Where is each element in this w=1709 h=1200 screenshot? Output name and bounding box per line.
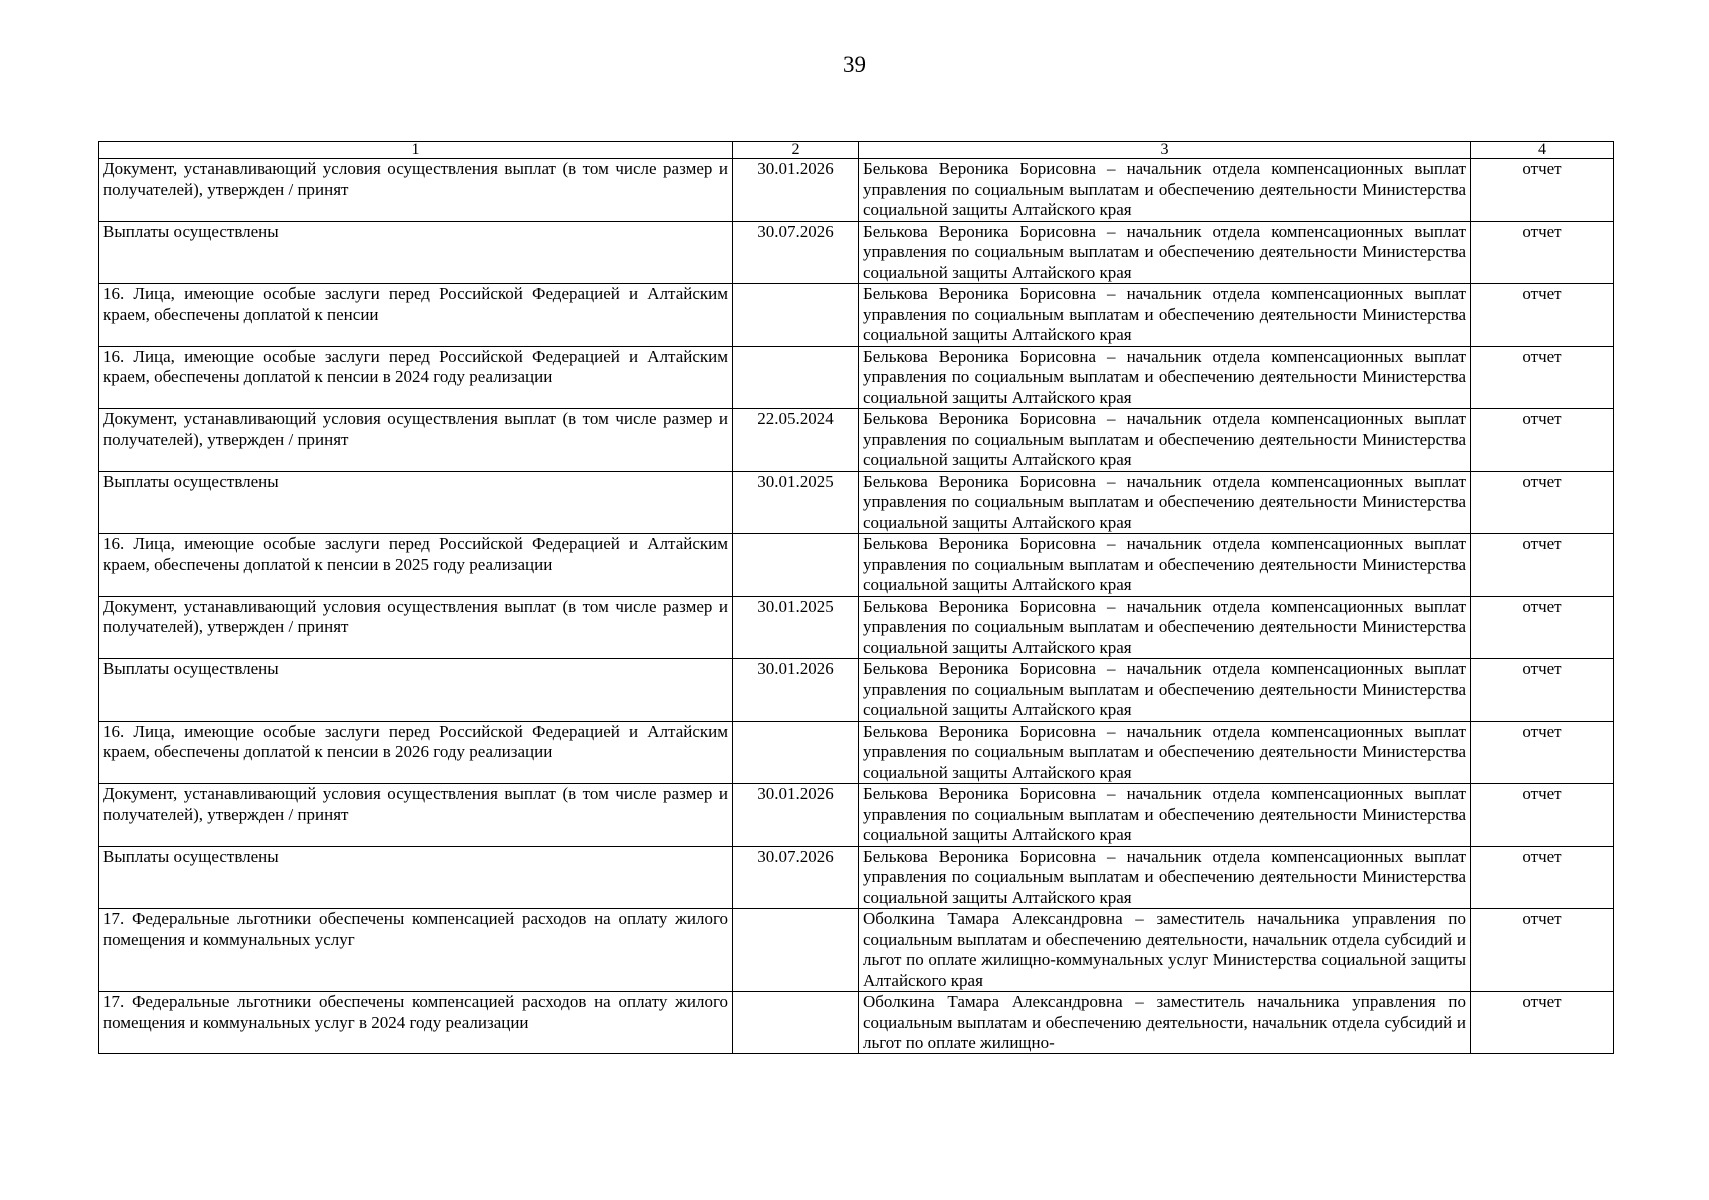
table-row [99, 784, 1614, 847]
column-header: 3 [859, 142, 1471, 159]
report-type-cell: отчет [1471, 784, 1614, 847]
event-name-cell: Документ, устанавливающий условия осуществления выплат (в том числе размер и получателей), утвержден / принят [99, 159, 733, 222]
event-name-cell: 16. Лица, имеющие особые заслуги перед Российской Федерацией и Алтайским краем, обеспечены доплатой к пенсии в 2024 году реализации [99, 346, 733, 409]
date-cell: 30.01.2026 [733, 659, 859, 722]
responsible-cell: Белькова Вероника Борисовна – начальник отдела компенсационных выплат управления по социальным выплатам и обеспечению деятельности Министерства социальной защиты Алтайского края [859, 784, 1471, 847]
responsible-cell: Оболкина Тамара Александровна – заместитель начальника управления по социальным выплатам и обеспечению деятельности, начальник отдела субсидий и льгот по оплате жилищно-коммунальных услуг Министерства социальной защиты Алтайского края [859, 909, 1471, 992]
table-row [99, 409, 1614, 472]
table-row [99, 284, 1614, 347]
table-row [99, 721, 1614, 784]
event-name-cell: Выплаты осуществлены [99, 221, 733, 284]
date-cell: 30.01.2025 [733, 471, 859, 534]
event-name-cell: 17. Федеральные льготники обеспечены компенсацией расходов на оплату жилого помещения и коммунальных услуг [99, 909, 733, 992]
table-row [99, 346, 1614, 409]
report-type-cell: отчет [1471, 221, 1614, 284]
event-name-cell: Документ, устанавливающий условия осуществления выплат (в том числе размер и получателей), утвержден / принят [99, 596, 733, 659]
table-row [99, 596, 1614, 659]
date-cell: 30.07.2026 [733, 221, 859, 284]
date-cell [733, 909, 859, 992]
table-row [99, 221, 1614, 284]
report-type-cell: отчет [1471, 596, 1614, 659]
date-cell [733, 284, 859, 347]
date-cell: 30.01.2026 [733, 784, 859, 847]
date-cell: 22.05.2024 [733, 409, 859, 472]
column-header: 1 [99, 142, 733, 159]
event-name-cell [99, 992, 733, 1054]
date-cell: 30.01.2026 [733, 159, 859, 222]
responsible-cell: Белькова Вероника Борисовна – начальник отдела компенсационных выплат управления по социальным выплатам и обеспечению деятельности Министерства социальной защиты Алтайского края [859, 659, 1471, 722]
report-type-cell: отчет [1471, 159, 1614, 222]
report-type-cell: отчет [1471, 534, 1614, 597]
report-type-cell: отчет [1471, 721, 1614, 784]
responsible-cell [859, 992, 1471, 1054]
table-row [99, 909, 1614, 992]
report-type-cell: отчет [1471, 284, 1614, 347]
responsible-cell: Белькова Вероника Борисовна – начальник отдела компенсационных выплат управления по социальным выплатам и обеспечению деятельности Министерства социальной защиты Алтайского края [859, 846, 1471, 909]
date-cell [733, 346, 859, 409]
report-type-cell: отчет [1471, 846, 1614, 909]
date-cell [733, 992, 859, 1054]
report-type-cell: отчет [1471, 659, 1614, 722]
column-header-row [99, 142, 1614, 159]
report-type-cell: отчет [1471, 346, 1614, 409]
column-header: 4 [1471, 142, 1614, 159]
report-type-cell [1471, 992, 1614, 1054]
responsible-cell: Белькова Вероника Борисовна – начальник отдела компенсационных выплат управления по социальным выплатам и обеспечению деятельности Министерства социальной защиты Алтайского края [859, 159, 1471, 222]
table-row [99, 992, 1614, 1054]
report-type-cell: отчет [1471, 471, 1614, 534]
responsible-cell: Белькова Вероника Борисовна – начальник отдела компенсационных выплат управления по социальным выплатам и обеспечению деятельности Министерства социальной защиты Алтайского края [859, 471, 1471, 534]
report-type-cell-text: отчет [1522, 992, 1562, 1011]
date-cell [733, 721, 859, 784]
event-name-cell: Документ, устанавливающий условия осуществления выплат (в том числе размер и получателей), утвержден / принят [99, 784, 733, 847]
event-name-cell: Выплаты осуществлены [99, 471, 733, 534]
table-row [99, 846, 1614, 909]
responsible-cell: Белькова Вероника Борисовна – начальник отдела компенсационных выплат управления по социальным выплатам и обеспечению деятельности Министерства социальной защиты Алтайского края [859, 409, 1471, 472]
page-number: 39 [843, 52, 866, 77]
responsible-cell: Белькова Вероника Борисовна – начальник отдела компенсационных выплат управления по социальным выплатам и обеспечению деятельности Министерства социальной защиты Алтайского края [859, 596, 1471, 659]
event-name-cell: 16. Лица, имеющие особые заслуги перед Российской Федерацией и Алтайским краем, обеспечены доплатой к пенсии в 2026 году реализации [99, 721, 733, 784]
responsible-cell: Белькова Вероника Борисовна – начальник отдела компенсационных выплат управления по социальным выплатам и обеспечению деятельности Министерства социальной защиты Алтайского края [859, 284, 1471, 347]
report-type-cell: отчет [1471, 409, 1614, 472]
responsible-cell: Белькова Вероника Борисовна – начальник отдела компенсационных выплат управления по социальным выплатам и обеспечению деятельности Министерства социальной защиты Алтайского края [859, 221, 1471, 284]
event-name-cell: 16. Лица, имеющие особые заслуги перед Российской Федерацией и Алтайским краем, обеспечены доплатой к пенсии в 2025 году реализации [99, 534, 733, 597]
responsible-cell: Белькова Вероника Борисовна – начальник отдела компенсационных выплат управления по социальным выплатам и обеспечению деятельности Министерства социальной защиты Алтайского края [859, 721, 1471, 784]
event-name-cell-text: 17. Федеральные льготники обеспечены компенсацией расходов на оплату жилого помещения и коммунальных услуг в 2024 году реализации [103, 992, 728, 1032]
responsible-cell: Белькова Вероника Борисовна – начальник отдела компенсационных выплат управления по социальным выплатам и обеспечению деятельности Министерства социальной защиты Алтайского края [859, 346, 1471, 409]
table-row [99, 471, 1614, 534]
table-row [99, 159, 1614, 222]
event-name-cell: Выплаты осуществлены [99, 659, 733, 722]
table-row [99, 659, 1614, 722]
table-row [99, 534, 1614, 597]
date-cell: 30.07.2026 [733, 846, 859, 909]
event-name-cell: Выплаты осуществлены [99, 846, 733, 909]
date-cell: 30.01.2025 [733, 596, 859, 659]
date-cell [733, 534, 859, 597]
report-type-cell: отчет [1471, 909, 1614, 992]
event-name-cell: 16. Лица, имеющие особые заслуги перед Российской Федерацией и Алтайским краем, обеспечены доплатой к пенсии [99, 284, 733, 347]
column-header: 2 [733, 142, 859, 159]
document-table [98, 141, 1614, 1054]
responsible-cell: Белькова Вероника Борисовна – начальник отдела компенсационных выплат управления по социальным выплатам и обеспечению деятельности Министерства социальной защиты Алтайского края [859, 534, 1471, 597]
event-name-cell: Документ, устанавливающий условия осуществления выплат (в том числе размер и получателей), утвержден / принят [99, 409, 733, 472]
responsible-cell-text: Оболкина Тамара Александровна – заместитель начальника управления по социальным выплатам и обеспечению деятельности, начальник отдела субсидий и льгот по оплате жилищно- [863, 992, 1466, 1052]
date-cell-text [737, 992, 854, 1053]
